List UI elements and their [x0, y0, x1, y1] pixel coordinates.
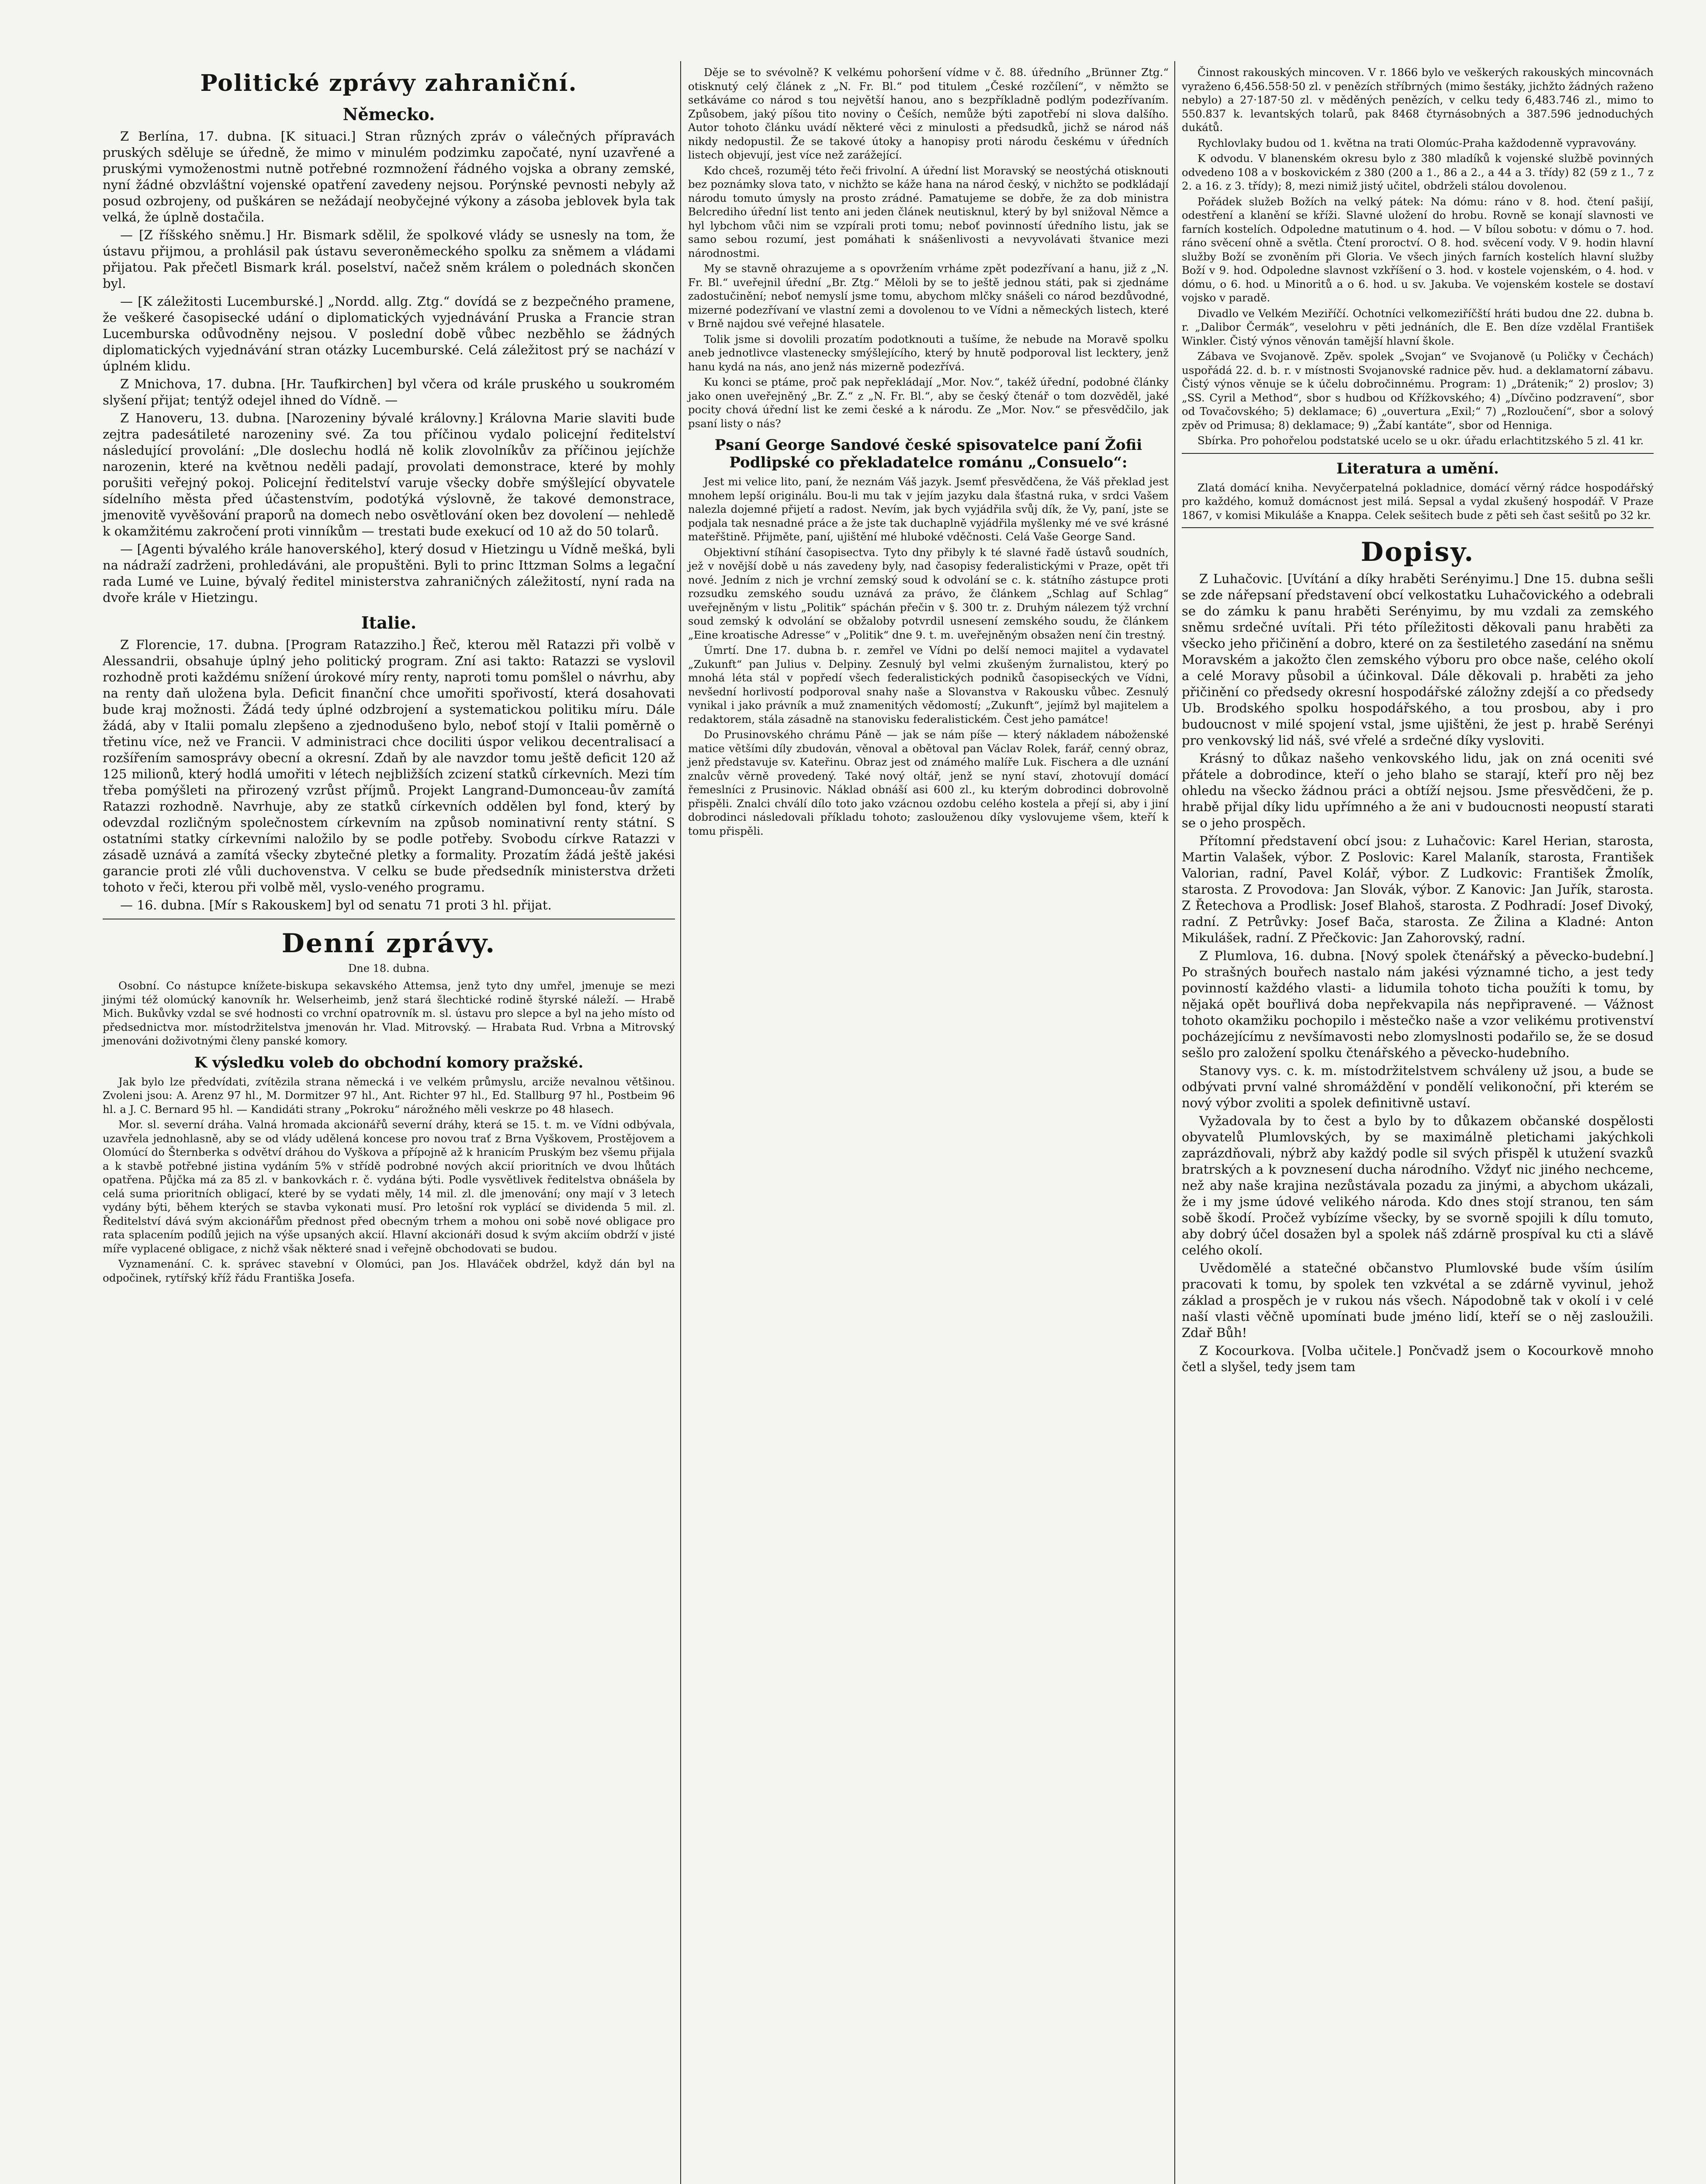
- section-heading-politicke: Politické zprávy zahraniční.: [200, 70, 578, 97]
- article-paragraph: Mor. sl. severní dráha. Valná hromada akcionářů severní dráhy, která se 15. t. m. ve Vídni odbývala, uzavřela jednohlasně, aby se od vlády udělená koncese pro novou trať z Brna Vyškovem, Prostějovem a Olomúcí do Šternberka s odvětví dráhou do Vyškova a přípojně až k hranicím Pruským bez všemu přijala a k stavbě potřebné jistina vydáním 5% v střídě podrobné nových akcií prioritních ve dvou lhůtách opatřena. Půjčka má za 85 zl. v bankovkách r. č. vydána býti. Podle vysvětlivek ředitelstva obnášela by celá suma prioritních obligací, které by se vydati měly, 14 mil. zl. dle jmenování; ony mají v 3 letech vydány býti, během kterých se stavba vykonati musí. Pro letošní rok vyplácí se dividenda 5 mil. zl. Ředitelství dává svým akcionářům přednost před obecným trhem a mohou oni sobě nové obligace pro rata splacením podílů jejich na výše upsaných akcií. Hlavní akcionáři dosud k svým akciím obdrží v jisté míře vyplacené obligace, z nichž však některé snad i veřejně obchodovati se budou.: [103, 1118, 675, 1255]
- article-paragraph: Do Prusinovského chrámu Páně — jak se nám píše — který nákladem náboženské matice většími díly zbudován, věnoval a obětoval pan Václav Rolek, farář, cenný obraz, jenž představuje sv. Kateřinu. Obraz jest od známého malíře Luk. Fischera a dle uznání znalcův věrně provedený. Také nový oltář, jenž se nyní staví, zhotovují domácí řemeslníci z Prusinovic. Náklad obnáší asi 600 zl., ku kterým dobrodinci dobrovolně přispěli. Znalci chválí dílo toto jako vzácnou ozdobu celého kostela a přejí si, aby i jiní dobrodinci následovali příkladu tohoto; zaslouženou díky vyslovujeme všem, kteří k tomu přispěli.: [688, 728, 1169, 837]
- article-paragraph: Činnost rakouských mincoven. V r. 1866 bylo ve veškerých rakouských mincovnách vyraženo 6,456.558·50 zl. v penězích stříbrných (mimo šestáky, jichžto žádných raženo nebylo) a 27·187·50 zl. v měděných penězích, v celku tedy 6,483.746 zl., mimo to 550.837 k. levantských tolarů, pak 8468 čtyrnásobných a 387.596 jednoduchých dukátů.: [1182, 66, 1654, 134]
- section-heading-literatura: Literatura a umění.: [1336, 460, 1499, 477]
- article-paragraph: — [K záležitosti Lucemburské.] „Nordd. allg. Ztg.“ dovídá se z bezpečného pramene, že veškeré časopisecké udání o diplomatických vyjednávání Pruska a Francie stran Lucemburska odůvodněny nejsou. V poslední době vůbec nezběhlo se žádných diplomatických vyjednávání stran otázky Lucemburské. Celá záležitost prý se nachází v úplném klidu.: [103, 294, 675, 373]
- article-paragraph: Sbírka. Pro pohořelou podstatské ucelo se u okr. úřadu erlachtitzského 5 zl. 41 kr.: [1197, 434, 1644, 447]
- right-column: [1182, 66, 1654, 1377]
- article-heading-sand: Psaní George Sandové české spisovatelce paní Žofii Podlipské co překladatelce románu „Consuelo“:: [714, 436, 1142, 471]
- article-paragraph: Krásný to důkaz našeho venkovského lidu, jak on zná oceniti své přátele a dobrodince, kteří o jeho blaho se starají, kteří pro něj bez ohledu na všecko žádnou práci a obtíží nejsou. Jsme přesvědčeni, že p. hrabě přijal díky lidu upřímného a že ani v budoucnosti neopustí starati se o jeho prospěch.: [1182, 751, 1654, 830]
- article-paragraph: Vyznamenání. C. k. správec stavební v Olomúci, pan Jos. Hlaváček obdržel, když dán byl na odpočinek, rytířský kříž řádu Františka Josefa.: [103, 1258, 675, 1284]
- article-paragraph: Děje se to svévolně? K velkému pohoršení vídme v č. 88. úředního „Brünner Ztg.“ otisknutý celý článek z „N. Fr. Bl.“ pod titulem „České rozčílení“, v němžto se setkáváme co národ s tou největší hanou, ano s bezpříkladně podlým podezřívaním. Způsobem, jaký píšou tito noviny o Češích, nemůže býti zapotřebí ni slova dalšího. Autor tohoto článku uvádí některé věci z minulosti a předsudků, jichž se národ náš nikdy nedopustil. Že se takové útoky a hanopisy proti národu českému v úředních listech objevují, jest více než zarážející.: [688, 66, 1169, 161]
- subsection-heading-italie: Italie.: [361, 613, 417, 632]
- article-paragraph: Z Luhačovic. [Uvítání a díky hraběti Serényimu.] Dne 15. dubna sešli se zde nářepsaní představení obcí velkostatku Luhačovického a odebrali se do zámku k panu hraběti Serényimu, by mu vzdali za zemského sněmu srdečné uvítali. Při této příležitosti děkovali panu hraběti za všecko jeho přičinění a dobro, které on za šestiletého zasedání na sněmu Moravském a jakožto člen zemského výboru pro obce naše, celého okolí a celé Moravy působil a účinkoval. Dále děkovali p. hraběti za jeho přičinění co předsedy okresní hospodářské záložny zdejší a co předsedy Ub. Brodského spolku hospodářského, a tou prosbou, aby i pro budoucnost v milé spojení vstal, jsme ujištěni, že jest p. hrabě Serényi pro venkovský lid náš, své vřelé a srdečné díky vysloviti.: [1182, 571, 1654, 748]
- article-paragraph: Divadlo ve Velkém Meziříčí. Ochotníci velkomeziříčští hráti budou dne 22. dubna b. r. „Dalibor Čermák“, veselohru v pěti jednáních, dle E. Ben díze vzdělal František Winkler. Čistý výnos věnován tamější hlavní škole.: [1182, 307, 1654, 347]
- article-paragraph: Zlatá domácí kniha. Nevyčerpatelná pokladnice, domácí věrný rádce hospodářský pro každého, komuž domácnost jest milá. Sepsal a vydal zkušený hospodář. V Praze 1867, v komisi Mikuláše a Knappa. Celek sešitech bude z pěti seh čast sešitů po 32 kr.: [1182, 481, 1654, 522]
- article-paragraph: Osobní. Co nástupce knížete-biskupa sekavského Attemsa, jenž tyto dny umřel, jmenuje se mezi jinými též olomúcký kanovník hr. Welserheimb, jenž stará šlechtické rodině štyrské náleží. — Hrabě Mich. Bukůvky vzdal se své hodnosti co vrchní opatrovník m. sl. ústavu pro slepce a byl na jeho místo od předsednictva mor. místodržitelstva jmenován hr. Vlad. Mitrovský. — Hrabata Rud. Vrbna a Mitrovský jmenováni doživotnými členy panské komory.: [103, 979, 675, 1047]
- article-paragraph: Stanovy vys. c. k. m. místodržitelstvem schváleny už jsou, a bude se odbývati první valné shromáždění v pondělí velikonoční, při kterém se nový výbor zvoliti a spolek definitivně ustaví.: [1182, 1063, 1654, 1110]
- middle-column: [688, 66, 1169, 840]
- article-paragraph: K odvodu. V blanenském okresu bylo z 380 mladíků k vojenské službě povinných odvedeno 108 a v boskovickém z 380 (200 a 1., 86 a 2., a 44 a 3. třídy) 82 (59 z 1., 7 z 2. a 16. z 3. třídy); 8, mezi nimiž jistý učitel, obdrželi stálou dovolenou.: [1182, 152, 1654, 192]
- subsection-heading-vysledek: K výsledku voleb do obchodní komory pražské.: [194, 1054, 584, 1071]
- section-divider: [1182, 453, 1654, 454]
- article-paragraph: Kdo chceš, rozuměj této řeči frivolní. A úřední list Moravský se neostýchá otisknouti bez poznámky slova tato, v nichžto se káže hana na národ český, v nichžto se podkládají národu tomuto úmysly na prosto zrádné. Pamatujeme se dobře, že za dob ministra Belcrediho úřední list tento ani jeden článek neutisknul, který by byl snižoval Němce a hyl lybchom vůči nim se vzpírali proti tomu; neboť povinností úředního listu, jak se samo sebou rozumí, jest pomáhati k snášenlivosti a nevyvolávati štvanice mezi národnostmi.: [688, 164, 1169, 259]
- article-paragraph: — 16. dubna. [Mír s Rakouskem] byl od senatu 71 proti 3 hl. přijat.: [120, 898, 552, 912]
- date-line: Dne 18. dubna.: [348, 962, 429, 975]
- article-paragraph: Z Berlína, 17. dubna. [K situaci.] Stran různých zpráv o válečných přípravách pruských sděluje se úředně, že mimo v minulém podzimku započaté, nyní uzavřené a pruskými vymoženostmi nutně potřebné rozmnožení řádného vojska a obrany zemské, nyní žádné obzvláštní vojenské opatření zavedeny nejsou. Porýnské pevnosti nebyly až posud ozbrojeny, od puškáren se nežádají neobyčejné výkony a zásoba jeblovek byla tak velká, že úplně dostačila.: [103, 129, 675, 225]
- article-paragraph: Přítomní představení obcí jsou: z Luhačovic: Karel Herian, starosta, Martin Valašek, výbor. Z Poslovic: Karel Malaník, starosta, František Valorian, radní, Pavel Kolář, výbor. Z Ludkovic: František Žmolík, starosta. Z Provodova: Jan Slovák, výbor. Z Kanovic: Jan Juřík, starosta. Z Řetechova a Prodlisk: Josef Blahoš, starosta. Z Podhradí: Josef Divoký, radní. Z Petrůvky: Josef Bača, starosta. Ze Žilina a Kladné: Anton Mikulášek, radní. Z Přečkovic: Jan Zahorovský, radní.: [1182, 833, 1654, 945]
- article-paragraph: Jak bylo lze předvídati, zvítězila strana německá i ve velkém průmyslu, arciže nevalnou většinou. Zvoleni jsou: A. Arenz 97 hl., M. Dormitzer 97 hl., Ant. Richter 97 hl., Ed. Stallburg 97 hl., Postbeim 96 hl. a J. C. Bernard 95 hl. — Kandidáti strany „Pokroku“ nárožného měli veskrze po 48 hlasech.: [103, 1075, 675, 1116]
- column-divider: [1174, 61, 1175, 2184]
- article-paragraph: Rychlovlaky budou od 1. května na trati Olomúc-Praha každodenně vypravovány.: [1197, 136, 1637, 149]
- article-paragraph: Zábava ve Svojanově. Zpěv. spolek „Svojan“ ve Svojanově (u Poličky v Čechách) uspořádá 22. d. b. r. v místnosti Svojanovské radnice pěv. hud. a deklamatorní zábavu. Čistý výnos věnuje se k účelu dobročinnému. Program: 1) „Drátenik;“ 2) proslov; 3) „SS. Cyril a Method“, sbor s hudbou od Křížkovského; 4) „Dívčino podzravení“, sbor od Tovačovského; 5) deklamace; 6) „ouvertura „Exil;“ 7) „Rozloučení“, sbor a solový zpěv od Primusa; 8) deklamace; 9) „Žabí kantáte“, sbor od Henniga.: [1182, 350, 1654, 432]
- article-paragraph: Z Hanoveru, 13. dubna. [Narozeniny bývalé královny.] Královna Marie slaviti bude zejtra padesátileté narozeniny své. Za tou příčinou vydalo policejní ředitelství následující provolání: „Dle doslechu hodlá ně kolik zlovolníkův za příčinou jejíchže narozenin, které na květnou neděli padají, provolati demonstrace, které by mohly porušiti veřejný pokoj. Policejní ředitelství varuje všecky dobře smýšlející obyvatele sídelního města před účastenstvím, podotýká výslovně, že takové demonstrace, jmenovitě vyvěšování praporů na domech nebo osvětlování oken bez dovolení — nehledě k okamžitému zakročení proti vinníkům — trestati bude exekucí od 10 až do 50 tolarů.: [103, 411, 675, 539]
- article-paragraph: Ku konci se ptáme, proč pak nepřekládají „Mor. Nov.“, takéž úřední, podobné články jako onen uveřejněný „Br. Z.“ z „N. Fr. Bl.“, aby se český čtenář o tom dozvěděl, jaké pocity chová úřední list ke zemi české a k národu. Ze „Mor. Nov.“ se přesvědčilo, jak psaní listy o nás?: [688, 376, 1169, 430]
- left-column: [103, 66, 675, 1286]
- article-paragraph: Z Plumlova, 16. dubna. [Nový spolek čtenářský a pěvecko-budební.] Po strašných bouřech nastalo nám jakési významné ticho, a jest tedy povinností každého vlasti- a lidumila tohoto ticha použíti k tomu, by nějaká opět bouřlivá doba nepřekvapila nás nepřipravené. — Vážnost tohoto okamžiku pochopilo i městečko naše a vzor velikému protivenství pocházejícímu z nevšímavosti nebo zlomyslnosti podařilo se, že se dosud sešlo pro založení spolku čtenářského a pěvecko-hudebního.: [1182, 948, 1654, 1060]
- article-paragraph: — [Z říšského sněmu.] Hr. Bismark sdělil, že spolkové vlády se usnesly na tom, že ústavu přijmou, a prohlásil pak ústavu severoněmeckého spolku za sněmem a vládami přijatou. Pak přečetl Bismark král. poselství, načež sněm králem o polednách skončen byl.: [103, 228, 675, 291]
- section-heading-dopisy: Dopisy.: [1360, 537, 1475, 567]
- subsection-heading-nemecko: Německo.: [343, 104, 435, 124]
- article-paragraph: Z Florencie, 17. dubna. [Program Ratazziho.] Řeč, kterou měl Ratazzi při volbě v Alessandrii, obsahuje úplný jeho politický program. Zní asi takto: Ratazzi se vyslovil rozhodně proti každému snížení úrokové míry renty, naproti tomu pomšlel o návrhu, aby na renty daň uložena byla. Deficit finanční chce umořiti spořivostí, která dosahovati bude kraj možnosti. Žádá tedy úplné odzbrojení a systematickou politiku míru. Dále žádá, aby v Italii pomalu zlepšeno a zjednodušeno bylo, neboť stojí v Italii poměrně o třetinu více, než ve Francii. V administraci chce dociliti úspor velikou decentralisací a rozšířením samosprávy obecní a okresní. Zdaň by ale navzdor tomu ještě deficit 120 až 125 milionů, který hodlá umořiti v létech nejbližších zcizení statků církevních. Mezi tím třeba pomýšleti na přirozený vzrůst příjmů. Projekt Langrand-Dumonceau-ův zamítá Ratazzi rozhodně. Navrhuje, aby ze statků církevních oddělen byl fond, který by odevzdal rozličným společnostem církevním na způsob nominativní renty státní. S ostatními statky církevními naložilo by se podle potřeby. Svobodu církve Ratazzi v zásadě uznává a zamítá všecky zbytečné pletky a formality. Prozatím žádá ještě jakési garancie proti zlé vůli duchovenstva. V celku se bude předsedník ministerstva držeti tohoto v řeči, kterou při volbě měl, vyslo-veného programu.: [103, 637, 675, 895]
- article-paragraph: Uvědomělé a statečné občanstvo Plumlovské bude vším úsilím pracovati k tomu, by spolek ten vzkvétal a se zdárně vyvinul, jehož základ a prospěch je v rukou nás všech. Nápodobně tak v okolí i v celé naší vlasti věčně upomínati bude jméno lidí, kteří se o něj zasloužili. Zdař Bůh!: [1182, 1261, 1654, 1340]
- article-paragraph: Z Mnichova, 17. dubna. [Hr. Taufkirchen] byl včera od krále pruského u soukromém slyšení přijat; tentýž odejel ihned do Vídně. —: [103, 377, 675, 408]
- article-paragraph: Vyžadovala by to čest a bylo by to důkazem občanské dospělosti obyvatelů Plumlovských, by se maximálně pletichami jakýchkoli zaprázdňovali, nýbrž aby každý podle sil svých přispěl k utužení svazků bratrských a k povznesení ducha národního. Vždyť nic jiného nechceme, než aby naše krajina nezůstávala pozadu za jinými, a abychom ukázali, že i my jsme údové velikého národa. Kdo dnes stojí stranou, ten sám sobě škodí. Pročež vybízíme všecky, by se svorně spojili k dílu tomuto, aby dobrý účel dosažen byl a spolek náš zdárně prospíval ku cti a slávě celého okolí.: [1182, 1113, 1654, 1258]
- article-paragraph: Z Kocourkova. [Volba učitele.] Pončvadž jsem o Kocourkově mnoho četl a slyšel, tedy jsem tam: [1182, 1343, 1654, 1374]
- section-divider: [1182, 527, 1654, 528]
- article-paragraph: Objektivní stíhání časopisectva. Tyto dny přibyly k té slavné řadě ústavů soudních, jež v novější době u nás zavedeny byly, nad časopisy federalistickými v Praze, opět tři nové. Jedním z nich je vrchní zemský soud k odvolání se c. k. státního zástupce proti rozsudku zemského soudu uznává za právo, že článkem „Schlag auf Schlag“ uveřejněným v listu „Politik“ spáchán přečin v §. 300 tr. z. Druhým nálezem týž vrchní soud zemský k odvolání se obžaloby potvrdil usnesení zemského soudu, že článkem „Eine kroatische Adresse“ v „Politik“ dne 9. t. m. uveřejněným obsažen není čin trestný.: [688, 546, 1169, 641]
- section-heading-denni: Denní zprávy.: [281, 928, 496, 959]
- article-paragraph: Tolik jsme si dovolili prozatím podotknouti a tušíme, že nebude na Moravě spolku aneb jednotlivce vlastenecky smýšlejícího, který by hnutě podporoval list lecktery, jenž hanu kydá na nás, ano jenž nás mizerně podezřívá.: [688, 332, 1169, 373]
- article-paragraph: Úmrtí. Dne 17. dubna b. r. zemřel ve Vídni po delší nemoci majitel a vydavatel „Zukunft“ pan Julius v. Delpiny. Zesnulý byl velmi zkušeným žurnalistou, který po mnohá léta stál v popředí všech federalistických podniků časopiseckých ve Vídni, nevšední horlivostí podporoval snahy naše a Slovanstva v Rakousku vůbec. Zesnulý vynikal i jako právník a muž znamenitých vědomostí; „Zukunft“, jejímž byl majitelem a redaktorem, stála zásadně na stanovisku federalistickém. Čest jeho památce!: [688, 644, 1169, 726]
- column-divider: [680, 61, 681, 2184]
- article-paragraph: — [Agenti bývalého krále hanoverského], který dosud v Hietzingu u Vídně mešká, byli na nádraží zadrženi, prohledáváni, ale propuštěni. Byli to princ Ittzman Solms a legační rada Lumé ve Luine, bývalý ředitel ministerstva zahraničných záležitostí, nyní rada na dvoře krále v Hietzingu.: [103, 542, 675, 605]
- article-paragraph: My se stavně ohrazujeme a s opovržením vrháme zpět podezřívaní a hanu, již z „N. Fr. Bl.“ uveřejnil úřední „Br. Ztg.“ Měloli by se to ještě jednou státi, pak si zjednáme zadostučinění; neboť nemyslí jsme tomu, abychom mlčky snášeli co národ bezdůvodné, mizerné podezřívaní ve vlastní zemi a dovolenou to ve Vídni a německých listech, které v Brně najdou své veřejné hlasatele.: [688, 262, 1169, 330]
- article-paragraph: Jest mi velice lito, paní, že neznám Váš jazyk. Jsemť přesvědčena, že Váš překlad jest mnohem lepší originálu. Bou-li mu tak v jejím jazyku dala šťastná ruka, v srdci Vašem nalezla dojemné přijetí a radost. Nevím, jak bych vyjádřila svůj dík, že Vy, paní, jste se podjala tak nesnadné práce a že jste tak duchaplně vyjádřila myšlenky mé ve své krásné mateřštině. Přijměte, paní, ujištění mé hluboké vděčnosti. Celá Vaše George Sand.: [688, 475, 1169, 543]
- article-paragraph: Pořádek služeb Božích na velký pátek: Na dómu: ráno v 8. hod. čtení pašijí, odestření a klanění se kříži. Slavné uložení do hrobu. Rovně se konají slavnosti ve farních kostelích. Odpoledne matutinum o 4. hod. — V bílou sobotu: v dómu o 7. hod. ráno svěcení ohně a světla. Čtení proroctví. O 8. hod. svěcení vody. V 9. hodin hlavní služby Boží se zvoněním při Gloria. Ve všech jiných farních kostelích hlavní služby Boží v 9. hod. Odpoledne slavnost vzkříšení o 3. hod. v kostele vojenském, o 4. hod. v dómu, o 6. hod. u Minoritů a o 6. hod. u sv. Jakuba. Ve vojenském kostele se dostaví vojsko v paradě.: [1182, 195, 1654, 304]
